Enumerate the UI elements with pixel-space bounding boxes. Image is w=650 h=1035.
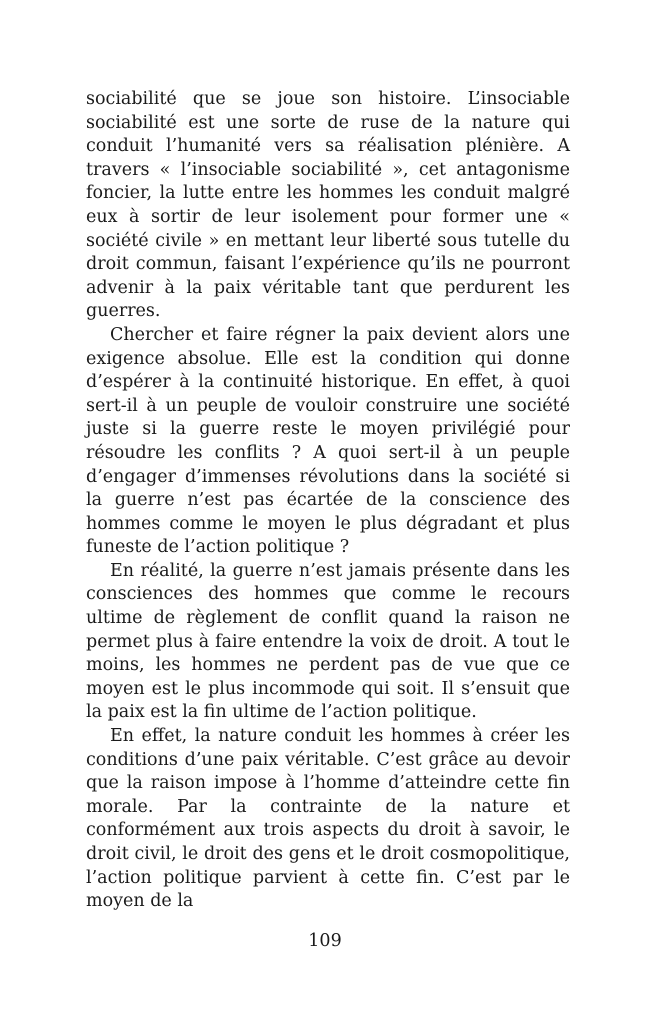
paragraph: En effet, la nature conduit les hommes à créer les conditions d’une paix véritable. C’est grâce au devoir que la raison impose à l’homme d’atteindre cette fin morale. Par la contrainte de la nature et conformément aux trois aspects du droit à savoir, le droit civil, le droit des gens et le droit cosmopolitique, l’action politique parvient à cette fin. C’est par le moyen de la bbox=[86, 726, 570, 912]
paragraph: En réalité, la guerre n’est jamais présente dans les consciences des hommes que comme le recours ultime de règlement de conflit quand la raison ne permet plus à faire entendre la voix de droit. A tout le moins, les hommes ne perdent pas de vue que ce moyen est le plus incommode qui soit. Il s’ensuit que la paix est la fin ultime de l’action politique. bbox=[86, 560, 570, 723]
paragraph: Chercher et faire régner la paix devient alors une exigence absolue. Elle est la condition qui donne d’espérer à la continuité historique. En effet, à quoi sert-il à un peuple de vouloir construire une société juste si la guerre reste le moyen privilégié pour résoudre les conflits ? A quoi sert-il à un peuple d’engager d’immenses révolutions dans la société si la guerre n’est pas écartée de la conscience des hommes comme le moyen le plus dégradant et plus funeste de l’action politique ? bbox=[86, 324, 570, 558]
paragraph-continued: sociabilité que se joue son histoire. L’insociable sociabilité est une sorte de ruse de la nature qui conduit l’humanité vers sa réalisation plénière. A travers « l’insociable sociabilité », cet antagonisme foncier, la lutte entre les hommes les conduit malgré eux à sortir de leur isolement pour former une « société civile » en mettant leur liberté sous tutelle du droit commun, faisant l’expérience qu’ils ne pourront advenir à la paix véritable tant que perdurent les guerres. bbox=[86, 89, 570, 322]
page-number: 109 bbox=[308, 931, 342, 951]
body-text bbox=[86, 88, 570, 914]
